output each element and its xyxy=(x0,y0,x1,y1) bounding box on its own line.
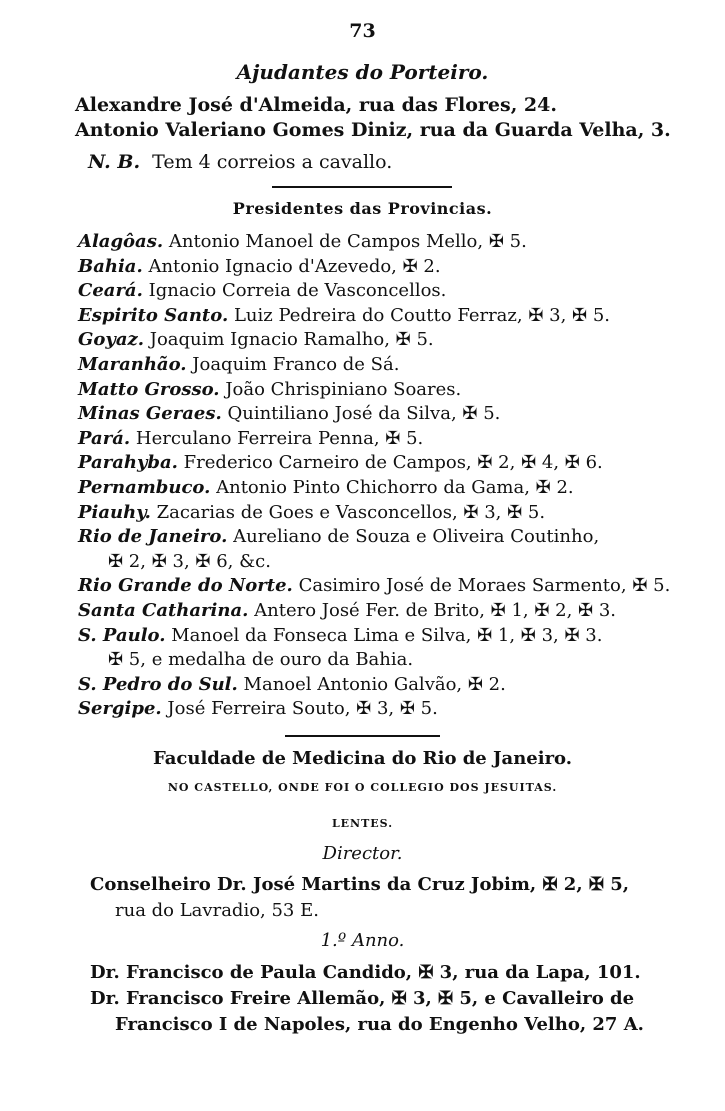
province-name: Rio de Janeiro. xyxy=(78,526,228,548)
province-name: Piauhy. xyxy=(78,501,151,523)
presidente-entry xyxy=(78,624,602,648)
presidente-entry xyxy=(108,550,271,574)
province-name: Espirito Santo. xyxy=(78,304,229,326)
faculdade-subtitle: NO CASTELLO, ONDE FOI O COLLEGIO DOS JESUITAS. xyxy=(167,781,558,794)
lentes-label: LENTES. xyxy=(331,817,394,830)
ajudante-line-1: Alexandre José d'Almeida, rua das Flores, 24. xyxy=(75,94,557,116)
president-name: Quintiliano José da Silva, ✠ 5. xyxy=(227,403,501,425)
province-name: Minas Geraes. xyxy=(78,403,222,425)
anno-line-1: Dr. Francisco de Paula Candido, ✠ 3, rua da Lapa, 101. xyxy=(90,962,641,983)
presidente-entry xyxy=(78,378,461,402)
president-name: Joaquim Ignacio Ramalho, ✠ 5. xyxy=(149,329,434,351)
section-title-faculdade: Faculdade de Medicina do Rio de Janeiro. xyxy=(152,748,573,769)
ajudante-line-2: Antonio Valeriano Gomes Diniz, rua da Guarda Velha, 3. xyxy=(75,119,671,141)
province-name: Bahia. xyxy=(78,255,143,277)
presidente-entry xyxy=(78,697,438,721)
province-name: Ceará. xyxy=(78,280,143,302)
province-name: S. Paulo. xyxy=(78,624,166,646)
province-name: Santa Catharina. xyxy=(78,600,249,621)
president-name: ✠ 5, e medalha de ouro da Bahia. xyxy=(108,649,414,671)
president-name: ✠ 2, ✠ 3, ✠ 6, &c. xyxy=(108,550,271,572)
province-name: Rio Grande do Norte. xyxy=(78,575,293,597)
president-name: Zacarias de Goes e Vasconcellos, ✠ 3, ✠ 5. xyxy=(156,501,546,523)
presidente-entry xyxy=(78,451,603,475)
director-line-1: Conselheiro Dr. José Martins da Cruz Jobim, ✠ 2, ✠ 5, xyxy=(90,874,630,895)
presidente-entry xyxy=(78,328,434,352)
president-name: Luiz Pedreira do Coutto Ferraz, ✠ 3, ✠ 5. xyxy=(233,304,611,326)
note-label: N. B. xyxy=(88,151,141,173)
president-name: José Ferreira Souto, ✠ 3, ✠ 5. xyxy=(167,698,438,720)
president-name: Ignacio Correia de Vasconcellos. xyxy=(148,280,447,302)
presidente-entry xyxy=(78,427,423,451)
president-name: Antonio Pinto Chichorro da Gama, ✠ 2. xyxy=(216,477,574,498)
province-name: Goyaz. xyxy=(78,329,144,351)
president-name: João Chrispiniano Soares. xyxy=(225,378,462,400)
anno-label: 1.º Anno. xyxy=(320,930,405,951)
province-name: Pará. xyxy=(78,427,131,449)
anno-line-3: Francisco I de Napoles, rua do Engenho Velho, 27 A. xyxy=(115,1014,644,1035)
presidente-entry xyxy=(78,353,399,377)
presidente-entry xyxy=(78,230,527,254)
province-name: Sergipe. xyxy=(78,698,162,720)
province-name: Matto Grosso. xyxy=(78,378,220,400)
note-text: Tem 4 correios a cavallo. xyxy=(152,151,393,173)
divider-rule-2 xyxy=(285,735,440,737)
presidente-entry xyxy=(78,599,616,623)
province-name: Pernambuco. xyxy=(78,477,211,498)
presidente-entry xyxy=(78,525,599,549)
president-name: Joaquim Franco de Sá. xyxy=(192,354,400,375)
president-name: Casimiro José de Moraes Sarmento, ✠ 5. xyxy=(298,575,671,597)
presidente-entry xyxy=(78,402,500,426)
director-line-2: rua do Lavradio, 53 E. xyxy=(115,900,319,921)
page-number: 73 xyxy=(349,20,376,42)
presidente-entry xyxy=(78,501,545,525)
province-name: Alagôas. xyxy=(78,231,164,252)
president-name: Aureliano de Souza e Oliveira Coutinho, xyxy=(233,526,600,548)
province-name: Maranhão. xyxy=(78,354,187,375)
presidente-entry xyxy=(108,648,413,672)
section-title-presidentes: Presidentes das Provincias. xyxy=(232,199,493,218)
province-name: S. Pedro do Sul. xyxy=(78,673,238,695)
president-name: Herculano Ferreira Penna, ✠ 5. xyxy=(135,427,424,449)
presidente-entry xyxy=(78,673,506,697)
president-name: Manoel da Fonseca Lima e Silva, ✠ 1, ✠ 3, ✠ 3. xyxy=(171,624,603,646)
province-name: Parahyba. xyxy=(78,452,178,474)
note-line xyxy=(88,150,392,174)
presidente-entry xyxy=(78,574,670,598)
president-name: Manoel Antonio Galvão, ✠ 2. xyxy=(243,673,506,695)
president-name: Antonio Ignacio d'Azevedo, ✠ 2. xyxy=(148,255,441,277)
presidente-entry xyxy=(78,304,610,328)
presidente-entry xyxy=(78,255,441,279)
section-title-ajudantes: Ajudantes do Porteiro. xyxy=(236,60,489,84)
anno-line-2: Dr. Francisco Freire Allemão, ✠ 3, ✠ 5, e Cavalleiro de xyxy=(90,988,635,1009)
divider-rule-1 xyxy=(272,186,452,188)
president-name: Antonio Manoel de Campos Mello, ✠ 5. xyxy=(168,231,527,252)
presidente-entry xyxy=(78,476,574,500)
director-label: Director. xyxy=(322,843,403,864)
presidente-entry xyxy=(78,279,446,303)
president-name: Frederico Carneiro de Campos, ✠ 2, ✠ 4, ✠ 6. xyxy=(183,452,603,474)
president-name: Antero José Fer. de Brito, ✠ 1, ✠ 2, ✠ 3. xyxy=(254,600,617,621)
